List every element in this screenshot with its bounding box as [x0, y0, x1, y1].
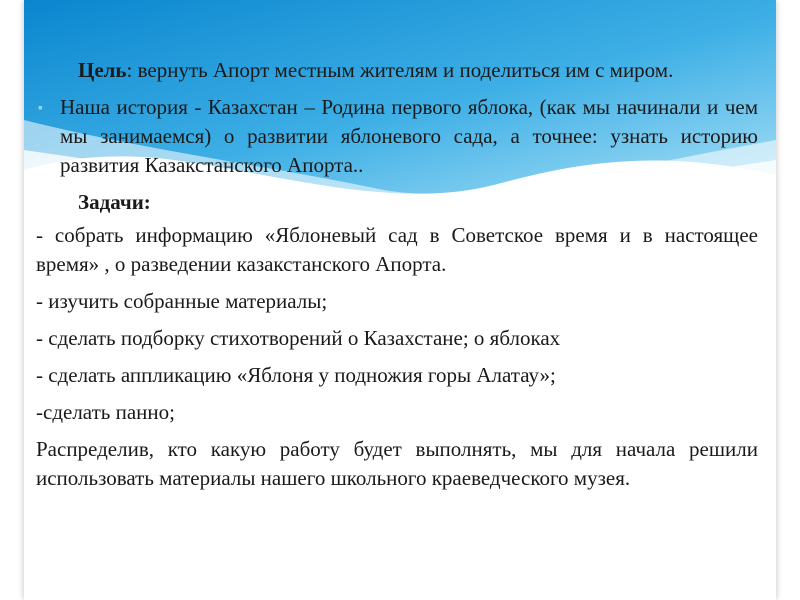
task-item: - сделать аппликацию «Яблоня у подножия горы Алатау»;: [36, 363, 556, 387]
slide-frame: [24, 0, 776, 600]
story-paragraph: [36, 93, 758, 180]
story-text: Наша история - Казахстан – Родина первого яблока, (как мы начинали и чем мы занимаемся) о развитии яблоневого сада, а точнее: узнать историю развития Казакстанского Апорта..: [60, 95, 758, 177]
goal-text: : вернуть Апорт местным жителям и поделиться им с миром.: [126, 58, 674, 82]
goal-paragraph: [36, 56, 758, 85]
tasks-title: Задачи:: [78, 190, 151, 214]
slide-content: [36, 56, 758, 501]
task-item: -сделать панно;: [36, 400, 175, 424]
task-item: - собрать информацию «Яблоневый сад в Советское время и в настоящее время» , о разведении казакстанского Апорта.: [36, 223, 758, 276]
bullet-icon: ▪: [38, 101, 43, 116]
conclusion-paragraph: Распределив, кто какую работу будет выполнять, мы для начала решили использовать материалы нашего школьного краеведческого музея.: [36, 437, 758, 490]
task-item: - изучить собранные материалы;: [36, 289, 328, 313]
task-item: - сделать подборку стихотворений о Казахстане; о яблоках: [36, 326, 561, 350]
goal-label: Цель: [78, 58, 127, 82]
